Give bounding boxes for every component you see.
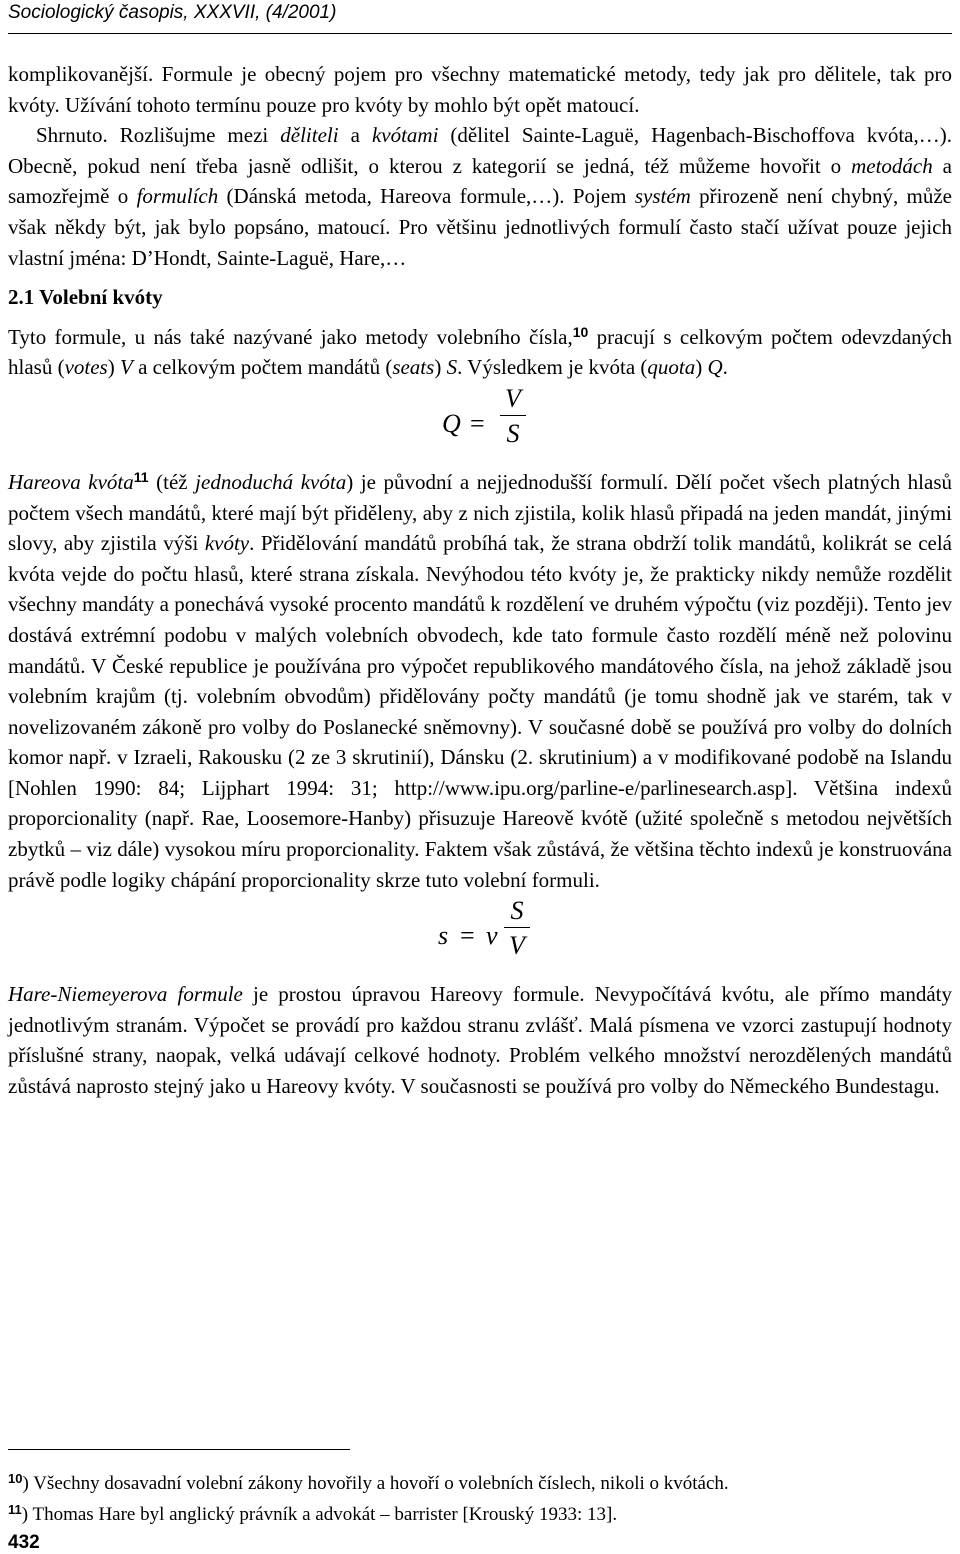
text-span: ) [107, 355, 120, 380]
footnote-11 [8, 1503, 617, 1527]
text-span: . Výsledkem je kvóta ( [457, 355, 648, 380]
text-span: přirozeně není chybný, může však někdy být, jak bylo popsáno, matoucí. Pro většinu jednotlivých formulí často stačí užívat pouze jejich vlastní jména: D’Hondt, Sainte-Laguë, Hare,… [8, 184, 953, 270]
text-span: . Přidělování mandátů probíhá tak, že strana obdrží tolik mandátů, kolikrát se celá kvóta vejde do počtu hlasů, které strana získala. Nevýhodou této kvóty je, že prakticky nikdy nemůže rozdělit všechny mandáty a ponechává vysoké procento mandátů k rozdělení ve druhém výpočtu (viz později). Tento jev dostává extrémní podobu v malých volebních obvodech, kde tato formule často rozdělí méně než polovinu mandátů. V České republice je používána pro výpočet republikového mandátového čísla, na jehož základě jsou volebním krajům (tj. volebním obvodům) přidělovány počty mandátů (je tomu shodně jak ve starém, tak v novelizovaném zákoně pro volby do Poslanecké sněmovny). V současné době se používá pro volby do dolních komor např. v Izraeli, Rakousku (2 ze 3 skrutinií), Dánsku (2. skrutinium) a v modifikované podobě na Islandu [Nohlen 1990: 84; Lijphart 1994: 31; http://www.ipu.org/parline-e/parlinesearch.asp]. Většina indexů proporcionality (např. Rae, Loosemore-Hanby) přisuzuje Hareově kvótě (užité společně s metodou největších zbytků – viz dále) vysokou míru proporcionality. Faktem však zůstává, že většina těchto indexů je konstruována právě podle logiky chápání proporcionality skrze tuto volební formuli. [8, 531, 952, 892]
article-body [8, 59, 952, 1102]
formula-lhs: Q [442, 408, 461, 438]
paragraph-1: komplikovanější. Formule je obecný pojem pro všechny matematické metody, tedy jak pro dělitele, tak pro kvóty. Užívání tohoto termínu pouze pro kvóty by mohlo být opět matoucí. [8, 62, 952, 117]
italic-term: kvóty [204, 531, 250, 556]
formula-hare-quota [8, 383, 952, 467]
italic-term: seats [392, 355, 435, 380]
italic-term: Hare-Niemeyerova formule [8, 982, 243, 1007]
footnote-rule [8, 1449, 350, 1450]
text-span: ) je původní a nejjednodušší formulí. Dělí počet všech platných hlasů počtem všech mandátů, které mají být přiděleny, aby z nich zjistila, kolik hlasů připadá na jeden mandát, jinými slovy, aby zjistila výši [8, 469, 952, 556]
italic-term: Hareova kvóta [8, 469, 134, 494]
formula-hare-niemeyer [8, 895, 952, 979]
formula-denominator: V [509, 931, 525, 961]
formula-equals: = [470, 408, 485, 438]
footnote-text: ) Thomas Hare byl anglický právník a advokát – barrister [Krouský 1933: 13]. [21, 1504, 618, 1525]
text-span: Shrnuto. Rozlišujme mezi [36, 123, 281, 148]
text-span: a [338, 123, 372, 148]
italic-term: kvótami [371, 123, 439, 148]
italic-term: quota [647, 355, 696, 380]
formula-equals: = [460, 921, 475, 951]
text-span: pracují s celkovým počtem odevzdaných hlasů ( [8, 324, 952, 380]
header-rule [8, 33, 952, 34]
italic-term: metodách [851, 153, 933, 178]
text-span: ) [434, 355, 447, 380]
italic-term: jednoduchá kvóta [195, 469, 347, 494]
text-span: . [722, 355, 728, 380]
formula-numerator: V [505, 383, 521, 413]
footnote-ref-11[interactable]: 11 [133, 468, 149, 485]
footnote-10 [8, 1472, 729, 1496]
page-number: 432 [8, 1532, 40, 1553]
text-span: ) [695, 355, 708, 380]
section-heading: 2.1 Volební kvóty [8, 285, 163, 310]
italic-term: S [446, 355, 458, 380]
formula-fraction [500, 383, 526, 450]
footnote-mark: 11 [8, 1502, 22, 1517]
text-span: (dělitel Sainte-Laguë, Hagenbach-Bischoffova kvóta,…). Obecně, pokud není třeba jasně odlišit, o kterou z kategorií se jedná, též můžeme hovořit o [8, 123, 952, 178]
italic-term: Q [707, 355, 723, 380]
text-span: a samozřejmě o [8, 153, 952, 209]
paragraph-5 [8, 979, 952, 1101]
italic-term: systém [634, 184, 691, 209]
paragraph-4 [8, 467, 952, 895]
footnote-text: ) Všechny dosavadní volební zákony hovořily a hovoří o volebních číslech, nikoli o kvótách. [22, 1473, 729, 1494]
paragraph-3 [8, 322, 952, 383]
text-span: Tyto formule, u nás také nazývané jako metody volebního čísla, [8, 324, 573, 349]
text-span: a celkovým počtem mandátů ( [132, 355, 393, 380]
footnote-ref-10[interactable]: 10 [572, 323, 589, 340]
italic-term: votes [64, 355, 108, 380]
fraction-bar [500, 415, 526, 416]
text-span: (též [148, 469, 196, 494]
formula-multiplier: v [486, 921, 498, 951]
italic-term: V [119, 355, 133, 380]
formula-numerator: S [510, 896, 524, 926]
italic-term: děliteli [280, 123, 339, 148]
formula-denominator: S [506, 418, 520, 448]
paragraph-2 [8, 120, 952, 273]
formula-fraction [504, 895, 530, 962]
fraction-bar [504, 927, 530, 928]
footnote-mark: 10 [8, 1471, 23, 1486]
italic-term: formulích [136, 184, 219, 209]
text-span: je prostou úpravou Hareovy formule. Nevypočítává kvótu, ale přímo mandáty jednotlivým stranám. Výpočet se provádí pro každou stranu zvlášť. Malá písmena ve vzorci zastupují hodnoty příslušné strany, naopak, velká udávají celkové hodnoty. Problém velkého množství nerozdělených mandátů zůstává naprosto stejný jako u Hareovy kvóty. V současnosti se používá pro volby do Německého Bundestagu. [8, 982, 952, 1099]
journal-header: Sociologický časopis, XXXVII, (4/2001) [8, 2, 337, 23]
formula-lhs: s [438, 921, 449, 951]
text-span: (Dánská metoda, Hareova formule,…). Pojem [218, 184, 635, 209]
